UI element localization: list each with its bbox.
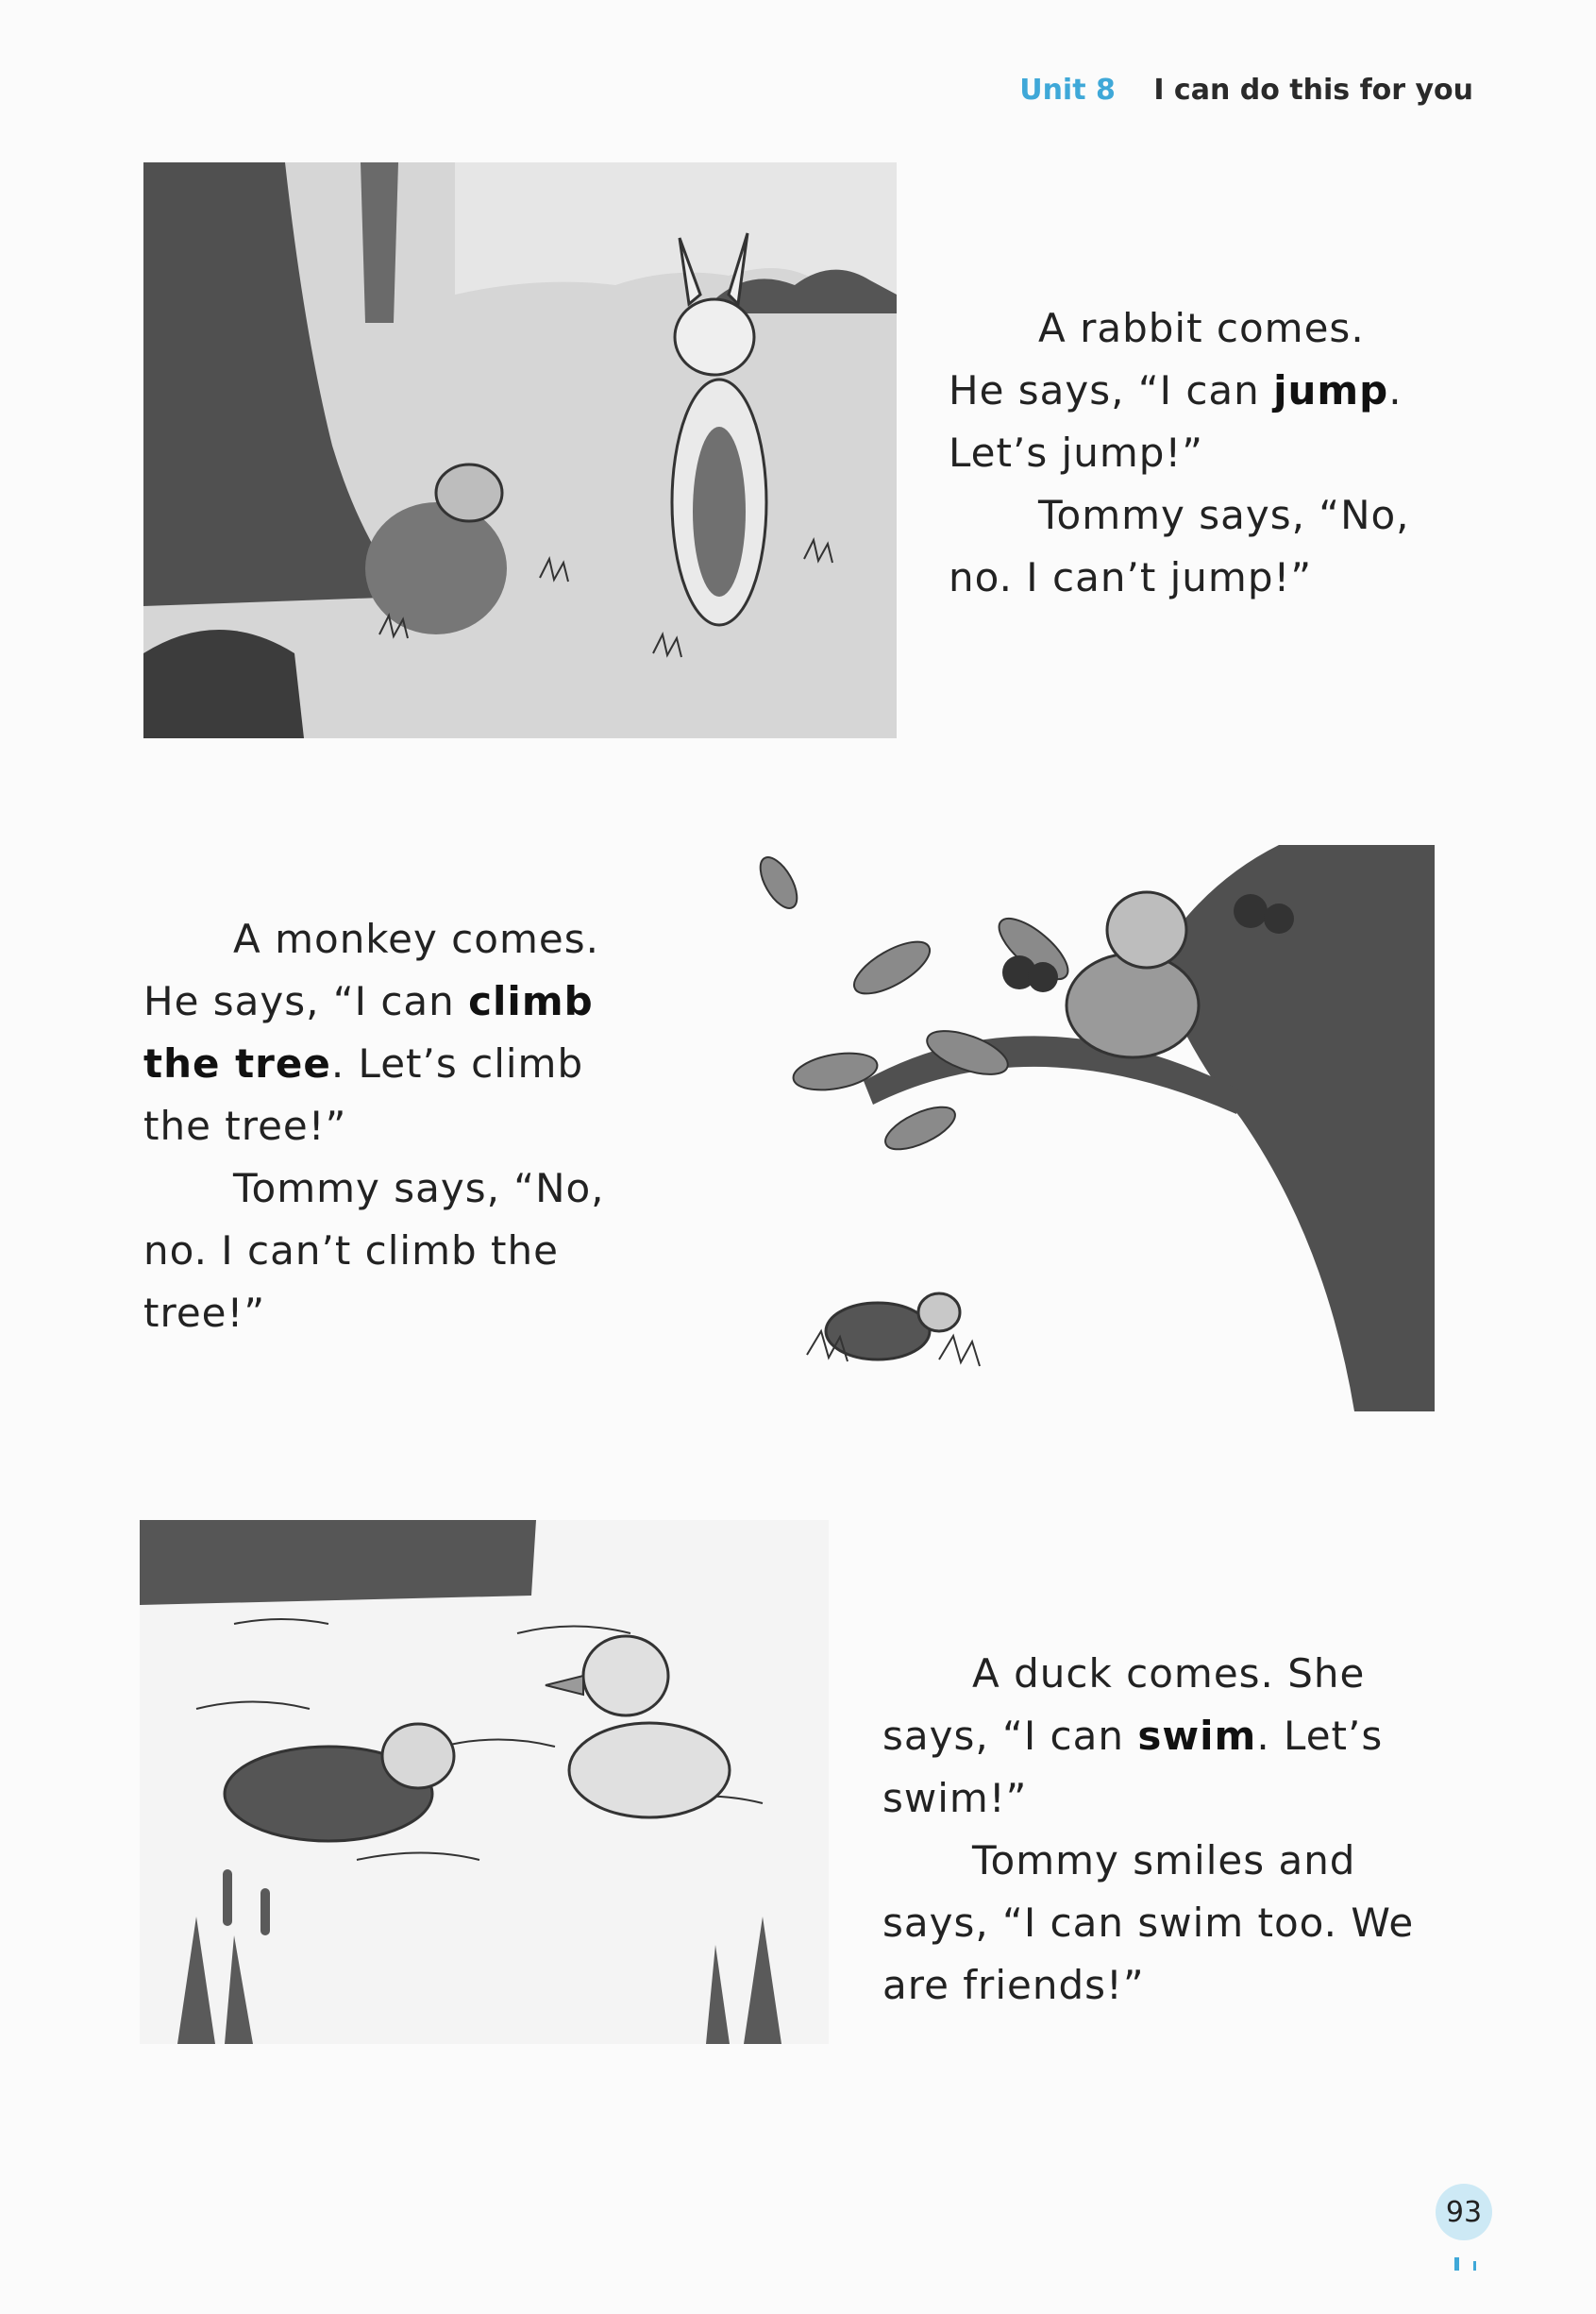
rabbit-line-3: Tommy says, “No, no. I can’t jump!” <box>949 492 1410 600</box>
page-number-decoration <box>1449 2257 1487 2271</box>
monkey-line-1: A monkey comes. <box>233 916 599 962</box>
keyword-climb-the-tree: climb the tree <box>143 978 594 1087</box>
page-number: 93 <box>1436 2184 1492 2240</box>
keyword-jump: jump <box>1273 367 1389 414</box>
monkey-line-3: Tommy says, “No, no. I can’t climb the tree!” <box>143 1165 605 1336</box>
keyword-swim: swim <box>1137 1713 1257 1759</box>
monkey-line-2: He says, “I can climb the tree. Let’s climb the tree!” <box>143 978 594 1149</box>
monkey-illustration <box>750 845 1435 1411</box>
duck-story-text <box>882 1643 1420 2017</box>
duck-line-1: A duck comes. She says, “I can swim. Let’s swim!” <box>882 1650 1384 1821</box>
duck-line-2: Tommy smiles and says, “I can swim too. We are friends!” <box>882 1837 1415 2008</box>
rabbit-illustration <box>143 162 897 738</box>
duck-illustration <box>140 1520 829 2044</box>
unit-header <box>1019 74 1473 107</box>
unit-title: I can do this for you <box>1153 74 1473 107</box>
rabbit-story-text <box>949 297 1444 609</box>
monkey-story-text <box>143 908 644 1344</box>
rabbit-line-2: He says, “I can jump. Let’s jump!” <box>949 367 1403 476</box>
rabbit-line-1: A rabbit comes. <box>1038 305 1365 351</box>
unit-label: Unit 8 <box>1019 74 1116 107</box>
